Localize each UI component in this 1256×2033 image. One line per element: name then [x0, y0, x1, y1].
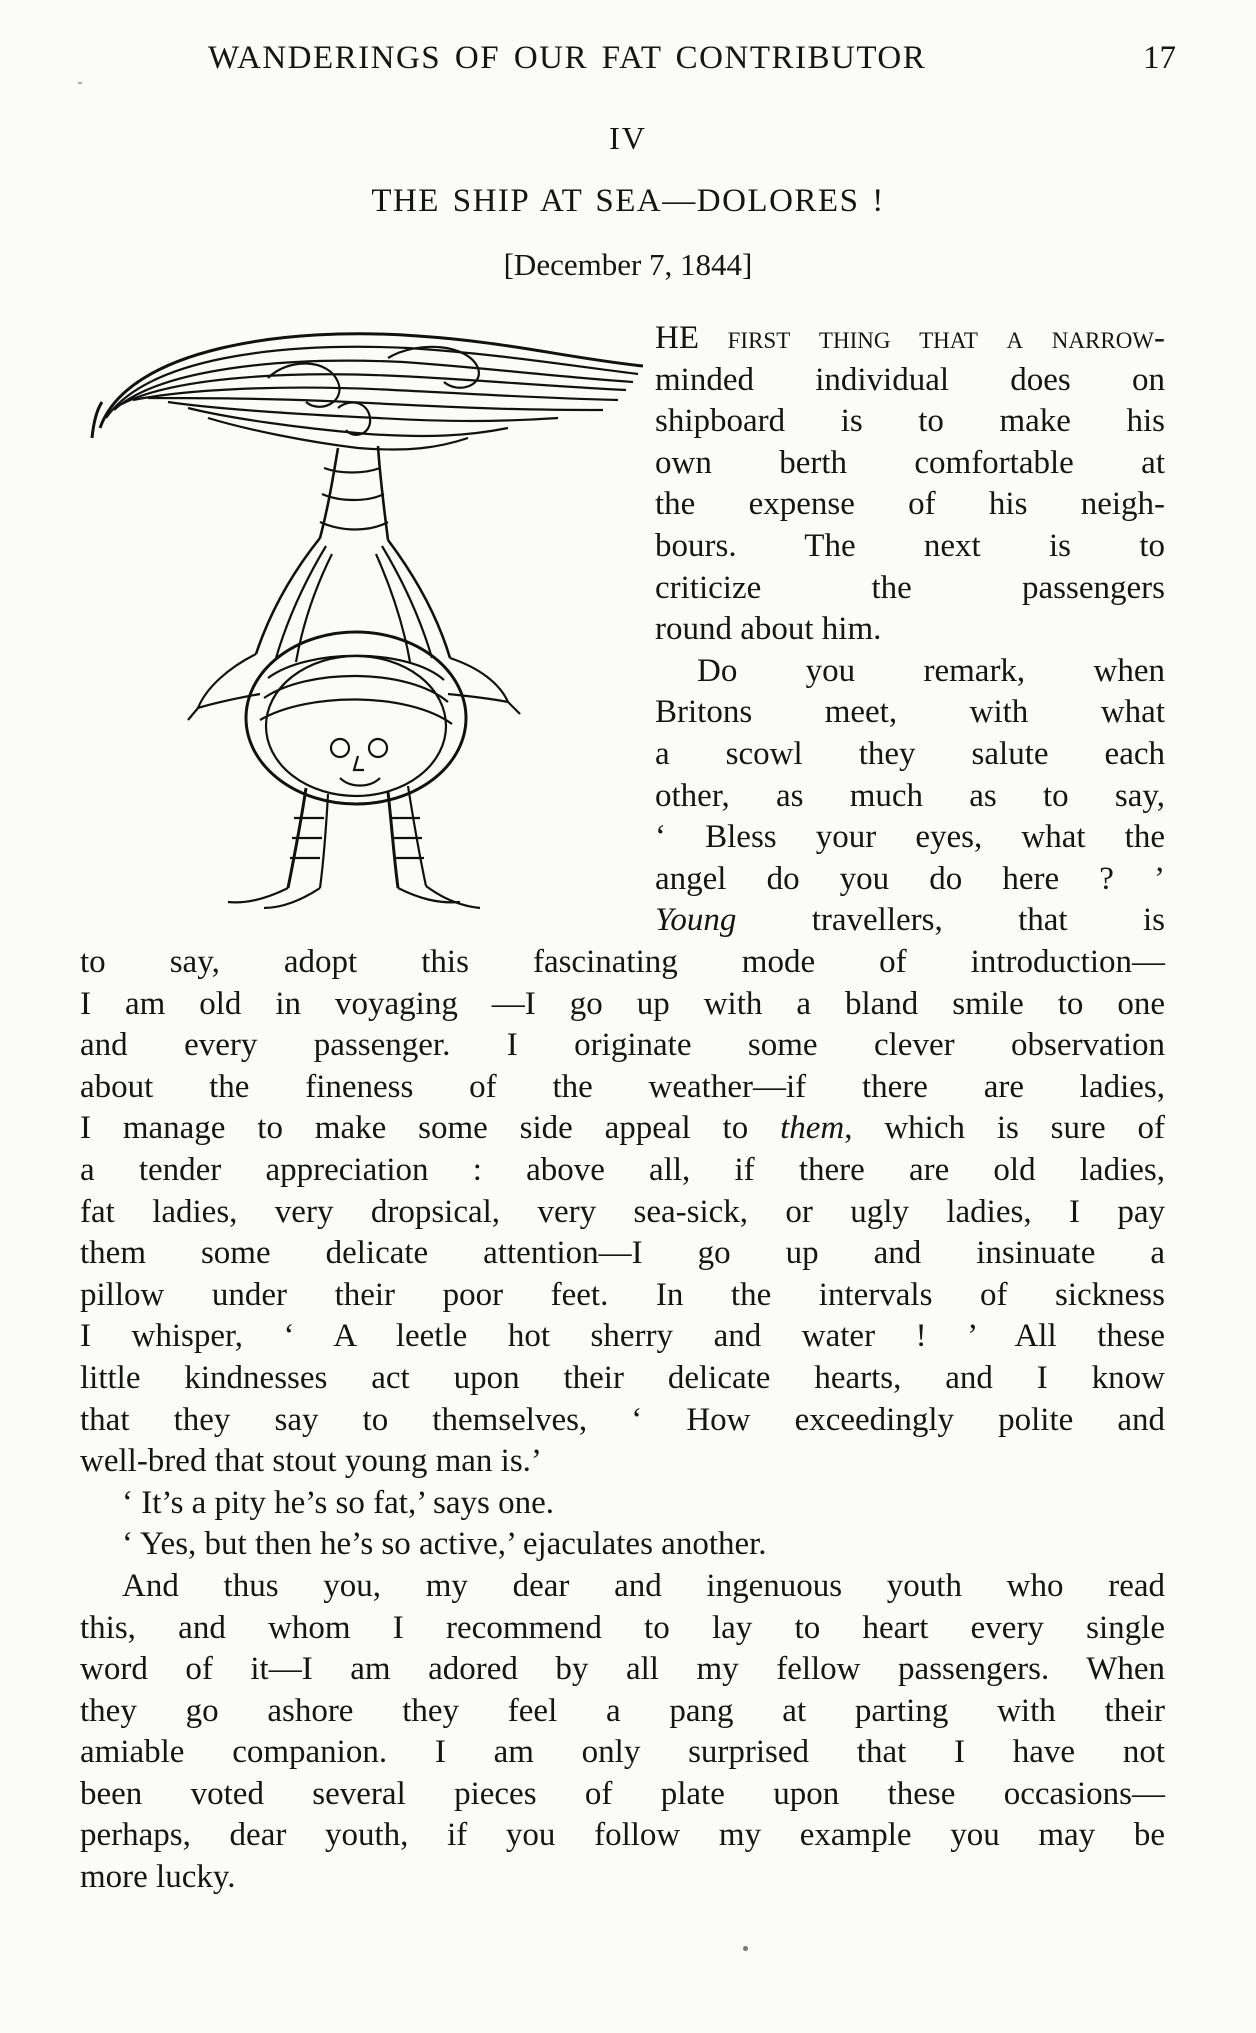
text-line: own berth comfortable at [655, 444, 1165, 481]
chapter-title: THE SHIP AT SEA—DOLORES ! [371, 183, 885, 219]
text-line: minded individual does on [655, 361, 1165, 398]
text-line: to say, adopt this fascinating mode of introduction— [80, 944, 1165, 980]
running-head [80, 40, 1176, 90]
text-line: criticize the passengers [655, 569, 1165, 606]
text-line: ‘ Bless your eyes, what the [655, 819, 1165, 856]
emphasis-text: them [780, 1110, 845, 1147]
text-line: I am old in voyaging —I go up with a bland smile to one [80, 985, 1165, 1022]
text-line: them some delicate attention—I go up and insinuate a [80, 1235, 1165, 1272]
text-line: I whisper, ‘ A leetle hot sherry and water ! ’ All these [80, 1318, 1165, 1355]
text-line [655, 318, 1165, 360]
text-line: perhaps, dear youth, if you follow my example you may be [80, 1817, 1165, 1854]
drop-cap-line: HE first thing that a narrow- [655, 320, 1165, 356]
text-line: other, as much as to say, [655, 777, 1165, 814]
text-line: Do you remark, when [697, 652, 1165, 689]
text-line: Young travellers, that is [655, 902, 1165, 939]
text-line: that they say to themselves, ‘ How exceedingly polite and [80, 1401, 1165, 1438]
text-line: amiable companion. I am only surprised that I have not [80, 1734, 1165, 1771]
text-line: angel do you do here ? ’ [655, 860, 1165, 897]
running-title: WANDERINGS OF OUR FAT CONTRIBUTOR [208, 40, 927, 76]
text-line: ‘ Yes, but then he’s so active,’ ejaculates another. [122, 1526, 767, 1563]
fat-man-drop-cap-illustration-icon [88, 318, 648, 918]
page-number: 17 [1143, 40, 1176, 76]
text-line: And thus you, my dear and ingenuous youth who read [122, 1567, 1165, 1604]
text-line: fat ladies, very dropsical, very sea-sick, or ugly ladies, I pay [80, 1193, 1165, 1230]
text-line: pillow under their poor feet. In the intervals of sickness [80, 1276, 1165, 1313]
print-speck [78, 82, 82, 84]
text-line: they go ashore they feel a pang at parting with their [80, 1692, 1165, 1729]
text-line: about the fineness of the weather—if there are ladies, [80, 1068, 1165, 1105]
drop-cap-paragraph [655, 318, 1165, 942]
text-line: word of it—I am adored by all my fellow passengers. When [80, 1651, 1165, 1688]
text-line: and every passenger. I originate some clever observation [80, 1027, 1165, 1064]
chapter-date: [December 7, 1844] [503, 247, 753, 282]
body-text [80, 942, 1165, 1899]
text-line: bours. The next is to [655, 527, 1165, 564]
text-line: Britons meet, with what [655, 694, 1165, 731]
text-line: I manage to make some side appeal to them, which is sure of [80, 1110, 1165, 1147]
chapter-number: IV [609, 120, 647, 156]
text-line: ‘ It’s a pity he’s so fat,’ says one. [122, 1484, 554, 1521]
text-line: a scowl they salute each [655, 735, 1165, 772]
print-speck [743, 1946, 748, 1951]
emphasis-text: Young [655, 902, 737, 939]
text-line: more lucky. [80, 1859, 236, 1896]
text-line: this, and whom I recommend to lay to heart every single [80, 1609, 1165, 1646]
text-line: the expense of his neigh- [655, 486, 1165, 523]
text-line: round about him. [655, 611, 882, 648]
text-line: little kindnesses act upon their delicate hearts, and I know [80, 1359, 1165, 1396]
text-line: well-bred that stout young man is.’ [80, 1443, 542, 1480]
text-line: shipboard is to make his [655, 403, 1165, 440]
text-line: been voted several pieces of plate upon these occasions— [80, 1775, 1165, 1812]
text-line: a tender appreciation : above all, if there are old ladies, [80, 1151, 1165, 1188]
